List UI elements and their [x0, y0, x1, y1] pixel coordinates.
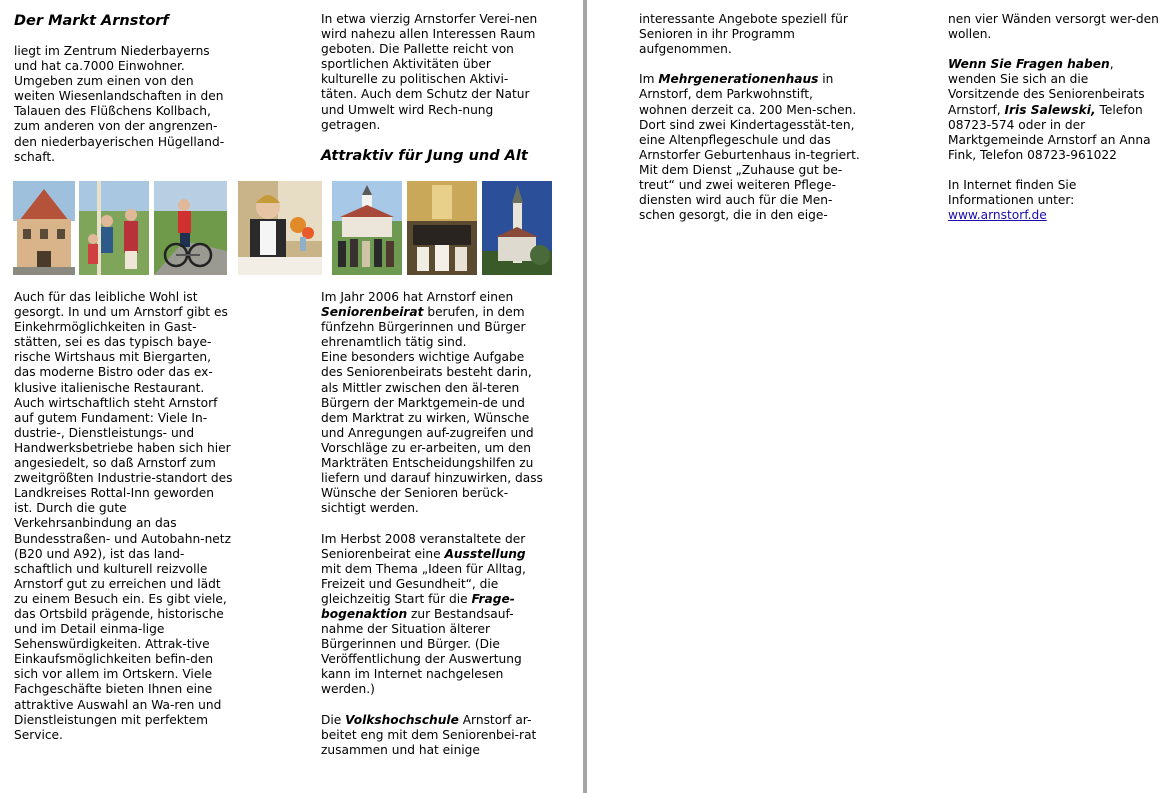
body-paragraph-wohl: Auch für das leibliche Wohl ist gesorgt. In und um Arnstorf gibt es Einkehrmöglichkeiten in Gast-stätten, sei es das typisch baye-rische Wirtshaus mit Biergarten, das moderne Bistro oder das ex-klusive italienische Restaurant. Auch wirtschaftlich steht Arnstorf auf gutem Fundament: Viele In-dustrie-, Dienstleistungs- und Handwerksbetriebe haben sich hier angesiedelt, so daß Arnstorf zum zweitgrößten Industrie-standort des Landkreises Rottal-Inn geworden ist. Durch die gute Verkehrsanbindung an das Bundesstraßen- und Autobahn-netz (B20 und A92), ist das land-schaftlich und kulturell reizvolle Arnstorf gut zu erreichen und lädt zu einem Besuch ein. Es gibt viele, das Ortsbild prägende, historische und im Detail einma-lige Sehenswürdigkeiten. Attrak-tive Einkaufsmöglichkeiten befin-den sich vor allem im Ortskern. Viele Fachgeschäfte bieten Ihnen eine attraktive Auswahl an Wa-ren und Dienstleistungen mit perfektem Service.	[14, 290, 233, 742]
vier-waende-paragraph: nen vier Wänden versorgt wer-den wollen.	[948, 12, 1159, 42]
emphasis-fragebogenaktion: Frage-bogenaktion	[321, 591, 515, 621]
maypole-family-photo	[79, 181, 149, 275]
emphasis-volkshochschule: Volkshochschule	[345, 712, 459, 727]
mehrgenerationenhaus-paragraph	[639, 72, 861, 117]
emphasis-mehrgenerationenhaus: Mehrgenerationenhaus	[658, 72, 819, 87]
heading-attraktiv: Attraktiv für Jung und Alt	[321, 147, 528, 164]
text-span: mit dem Thema „Ideen für Alltag, Freizeit und Gesundheit“, die gleichzeitig Start für die	[321, 561, 526, 606]
text-span: in Arnstorf, dem Parkwohnstift, wohnen derzeit ca. 200 Men-schen.	[639, 72, 857, 117]
angebote-paragraph: interessante Angebote speziell für Senioren in ihr Programm aufgenommen.	[639, 12, 848, 57]
column-1-top	[14, 12, 234, 165]
text-span: zur Bestandsauf-nahme der Situation älterer Bürgerinnen und Bürger. (Die Veröffentlichung der Auswertung kann im Internet nachgelesen werden.)	[321, 606, 522, 697]
ausstellung-paragraph	[321, 532, 543, 698]
emphasis-iris-salewski: Iris Salewski,	[1004, 102, 1096, 117]
seniorenbeirat-paragraph	[321, 290, 543, 350]
text-span: Im Herbst 2008 veranstaltete der Seniorenbeirat eine	[321, 531, 526, 561]
zuhause-paragraph: Mit dem Dienst „Zuhause gut be-treut“ und zwei weiteren Pflege-diensten wird auch für die Men-schen gesorgt, die in den eige-	[639, 162, 843, 223]
page-divider	[583, 0, 587, 793]
column-2-bottom	[321, 290, 543, 758]
arnstorf-website-link[interactable]: www.arnstorf.de	[948, 208, 1047, 223]
village-church-procession-photo	[332, 181, 402, 275]
emphasis-ausstellung: Ausstellung	[444, 546, 526, 561]
column-2-top	[321, 12, 543, 165]
volkshochschule-paragraph	[321, 713, 543, 758]
intro-paragraph: liegt im Zentrum Niederbayerns und hat ca.7000 Einwohner. Umgeben zum einen von den weiten Wiesenlandschaften in den Talauen des Flüßchens Kollbach, zum anderen von der angrenzen-den niederbayerischen Hügelland-schaft.	[14, 44, 225, 164]
internet-paragraph: In Internet finden Sie Informationen unter:	[948, 178, 1077, 208]
church-tower-photo	[482, 181, 552, 275]
text-span: Arnstorf ar-beitet eng mit dem Seniorenbei-rat zusammen und hat einige	[321, 712, 537, 757]
cyclist-photo	[154, 181, 227, 275]
aufgabe-paragraph: Eine besonders wichtige Aufgabe des Seniorenbeirats besteht darin, als Mittler zwischen den äl-teren Bürgern der Marktgemein-de und dem Marktrat zu wirken, Wünsche und Anregungen auf-zugreifen und Vorschläge zu er-arbeiten, um den Markträten Entscheidungshilfen zu liefern und darauf hinzuwirken, dass Wünsche der Senioren berück-sichtigt werden.	[321, 350, 543, 516]
column-4	[948, 12, 1162, 223]
town-hall-photo	[13, 181, 75, 275]
column-3	[639, 12, 861, 223]
emphasis-seniorenbeirat: Seniorenbeirat	[321, 305, 424, 320]
emphasis-fragen: Wenn Sie Fragen haben	[948, 57, 1110, 72]
church-interior-photo	[407, 181, 477, 275]
text-span: Telefon 08723-574 oder in der Marktgemeinde Arnstorf an Anna Fink, Telefon 08723-961022	[948, 102, 1151, 162]
kindertagesstaetten-paragraph: Dort sind zwei Kindertagesstät-ten, eine Altenpflegeschule und das Arnstorfer Geburtenhaus in-tegriert.	[639, 117, 860, 162]
text-span: Im Jahr 2006 hat Arnstorf einen	[321, 290, 514, 304]
fragen-paragraph	[948, 57, 1162, 163]
text-span: Die	[321, 712, 346, 727]
text-span: Im	[639, 72, 659, 87]
woman-flowers-photo	[238, 181, 322, 275]
heading-markt-arnstorf: Der Markt Arnstorf	[14, 13, 169, 29]
text-span: berufen, in dem fünfzehn Bürgerinnen und Bürger ehrenamtlich tätig sind.	[321, 305, 526, 350]
column-1-bottom	[14, 290, 236, 743]
vereine-paragraph: In etwa vierzig Arnstorfer Verei-nen wird nahezu allen Interessen Raum geboten. Die Pallette reicht von sportlichen Aktivitäten über kulturelle zu politischen Aktivi-täten. Auch dem Schutz der Natur und Umwelt wird Rech-nung getragen.	[321, 12, 538, 132]
text-span: , wenden Sie sich an die Vorsitzende des Seniorenbeirats Arnstorf,	[948, 57, 1145, 117]
